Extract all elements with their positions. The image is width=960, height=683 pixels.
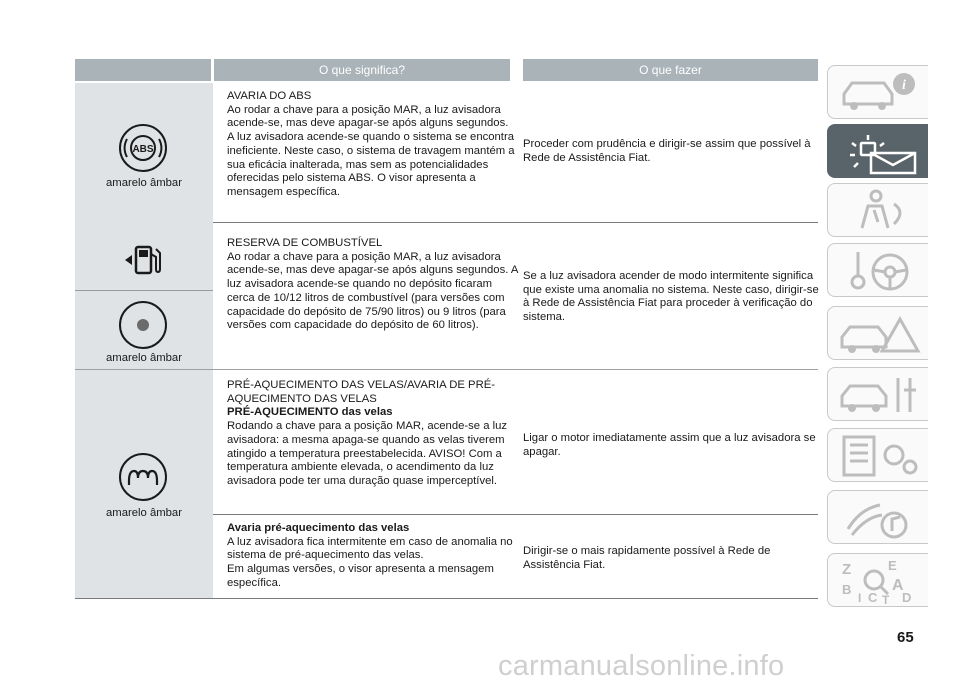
color-label: amarelo âmbar — [106, 507, 182, 519]
tab-multimedia[interactable] — [827, 490, 928, 544]
emergency-car-icon — [838, 311, 928, 357]
color-label: amarelo âmbar — [106, 177, 182, 189]
multimedia-icon — [838, 495, 928, 541]
action-text: Ligar o motor imediatamente assim que a luz avisadora se apagar. — [523, 432, 816, 458]
action-text: Dirigir-se o mais rapidamente possível à Rede de Assistência Fiat. — [523, 545, 771, 571]
row-separator — [213, 222, 818, 223]
abs-warning-icon — [118, 123, 168, 173]
svg-text:B: B — [842, 582, 852, 597]
icon-separator — [75, 290, 213, 291]
row-separator — [75, 369, 818, 370]
warning-description: Ao rodar a chave para a posição MAR, a luz avisadora acende-se, mas deve apagar-se após alguns segundos. — [227, 103, 509, 130]
svg-text:T: T — [882, 593, 890, 604]
technical-data-icon — [838, 433, 928, 479]
tab-index[interactable] — [827, 553, 928, 607]
meaning-text — [227, 379, 521, 489]
warning-subtitle: Avaria pré-aquecimento das velas — [227, 522, 410, 534]
meaning-text — [227, 522, 521, 591]
warning-description: Ao rodar a chave para a posição MAR, a luz avisadora acende-se, mas deve apagar-se após alguns segundos. A luz avisadora acende-se quando no depósito ficaram cerca de 10/12 litros de combustível (para versões com capacidade do depósito de 75/90 litros) ou 9 litros (para versões com capacidade do depósito de 60 litros). — [227, 250, 518, 332]
amber-dot-icon — [118, 300, 168, 350]
warning-title: PRÉ-AQUECIMENTO DAS VELAS/AVARIA DE PRÉ-AQUECIMENTO DAS VELAS — [227, 379, 496, 405]
fuel-reserve-icon — [125, 244, 165, 276]
warning-title: RESERVA DE COMBUSTÍVEL — [227, 237, 383, 249]
svg-text:C: C — [868, 590, 878, 604]
header-meaning: O que significa? — [214, 59, 510, 81]
tab-emergency[interactable] — [827, 306, 928, 360]
tab-safety[interactable] — [827, 183, 928, 237]
action-text: Se a luz avisadora acender de modo intermitente significa que existe uma anomalia no sistema. Neste caso, dirigir-se à Rede de Assistência Fiat para proceder à verificação do sistema. — [523, 270, 819, 324]
tab-technical-data[interactable] — [827, 428, 928, 482]
table-bottom-line — [75, 598, 818, 599]
meaning-text — [227, 237, 521, 333]
row-separator — [213, 514, 818, 515]
warning-subtitle: PRÉ-AQUECIMENTO das velas — [227, 406, 393, 419]
tab-car-info[interactable] — [827, 65, 928, 119]
meaning-text — [227, 90, 519, 200]
header-action: O que fazer — [523, 59, 818, 81]
svg-text:E: E — [888, 558, 897, 573]
warning-description: Rodando a chave para a posição MAR, acende-se a luz avisadora: a mesma apaga-se quando as velas tiverem atingido a temperatura preestabelecida. AVISO! Com a temperatura ambiente elevada, o acendimento da luz avisadora pode ter uma duração quase imperceptível. — [227, 420, 508, 487]
tab-warning-lights[interactable] — [827, 124, 928, 178]
car-info-icon — [838, 70, 928, 116]
airbag-seat-icon — [838, 188, 928, 234]
index-icon — [838, 558, 928, 604]
svg-text:i: i — [902, 78, 906, 93]
key-steering-icon — [838, 248, 928, 294]
svg-text:A: A — [892, 577, 904, 594]
svg-text:Z: Z — [842, 561, 852, 578]
warning-description: A luz avisadora fica intermitente em caso de anomalia no sistema de pré-aquecimento das velas. — [227, 535, 513, 562]
header-blank — [75, 59, 211, 81]
glow-plug-icon — [118, 452, 168, 502]
tab-maintenance[interactable] — [827, 367, 928, 421]
page-number: 65 — [897, 629, 914, 646]
action-text: Proceder com prudência e dirigir-se assim que possível à Rede de Assistência Fiat. — [523, 138, 811, 164]
svg-text:D: D — [902, 590, 912, 604]
warning-description: A luz avisadora acende-se quando o sistema se encontra ineficiente. Neste caso, o sistema de travagem mantém a sua eficácia inalterada, mas sem as potencialidades oferecidas pelo sistema ABS. O visor apresenta a mensagem específica. — [227, 131, 515, 198]
watermark: carmanualsonline.info — [498, 650, 785, 682]
car-maintenance-icon — [838, 372, 928, 418]
color-label: amarelo âmbar — [106, 352, 182, 364]
warning-description: Em algumas versões, o visor apresenta a mensagem específica. — [227, 563, 494, 589]
warning-title: AVARIA DO ABS — [227, 90, 312, 102]
svg-text:ABS: ABS — [132, 144, 154, 155]
tab-starting-driving[interactable] — [827, 243, 928, 297]
warning-lights-icon — [838, 129, 928, 175]
svg-text:I: I — [858, 591, 862, 604]
